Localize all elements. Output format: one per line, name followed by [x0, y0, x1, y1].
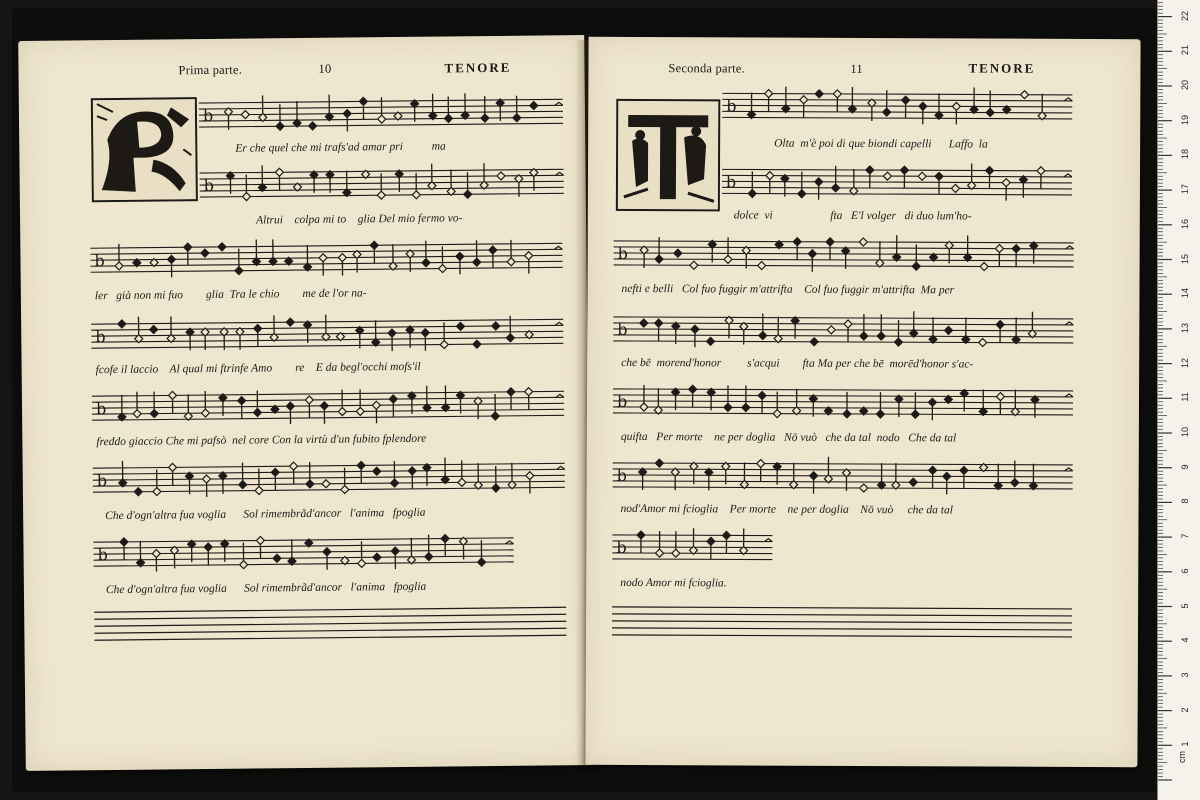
- ruler-number: 14: [1180, 288, 1190, 299]
- right-part-heading: Seconda parte.: [668, 61, 745, 76]
- music-note: [1012, 245, 1020, 267]
- ruler-number: 19: [1180, 114, 1190, 125]
- music-note: [985, 167, 993, 189]
- music-note: [810, 338, 818, 346]
- music-note: [204, 543, 212, 565]
- ruler-number: 20: [1180, 80, 1190, 91]
- music-note: [815, 90, 823, 98]
- music-note: [637, 531, 645, 553]
- music-note: [370, 241, 378, 263]
- right-page: [585, 37, 1140, 767]
- music-note: [883, 172, 891, 180]
- music-note: [497, 172, 505, 180]
- svg-text:b: b: [202, 105, 214, 126]
- music-note: [389, 395, 397, 417]
- lyric-line-7: Che d'ogn'altra fua voglia Sol rimembrãd'ancor l'anima fpoglia: [105, 580, 427, 597]
- music-note: [118, 320, 126, 328]
- music-note: [935, 172, 943, 194]
- ruler-number: 11: [1180, 392, 1190, 402]
- staff-row-r2: [722, 161, 1072, 207]
- music-note: [722, 531, 730, 553]
- music-note: [866, 166, 874, 188]
- music-note: [919, 102, 927, 124]
- music-note: [169, 463, 177, 485]
- music-note: [489, 246, 497, 268]
- music-note: [757, 460, 765, 482]
- ruler-number: 2: [1180, 707, 1190, 713]
- music-note: [766, 172, 774, 194]
- music-note: [373, 553, 381, 561]
- lyric-line-2: Altrui colpa mi to glia Del mio fermo vo-: [256, 212, 463, 227]
- svg-text:b: b: [725, 172, 737, 192]
- staff-row-r3: [614, 233, 1074, 279]
- music-note: [707, 537, 715, 559]
- woodcut-initial-icon: [93, 99, 196, 200]
- music-note: [525, 388, 533, 410]
- music-note: [168, 391, 176, 413]
- music-note: [815, 178, 823, 200]
- ruler-ticks: [1158, 0, 1200, 800]
- staff-row-2: [200, 161, 564, 209]
- music-note: [655, 319, 663, 341]
- music-note: [945, 326, 953, 334]
- music-note: [338, 254, 346, 276]
- music-note: [322, 480, 330, 488]
- right-voice-label: TENORE: [968, 60, 1036, 76]
- lyric-line-6: Che d'ogn'altra fua voglia Sol rimembrãd'ancor l'anima fpoglia: [105, 506, 426, 523]
- lyric-line-5: freddo giaccio Che mi pafsò nel core Con la virtù d'un fubito fplendore: [96, 432, 427, 449]
- music-note: [765, 90, 773, 112]
- staff-row-7: [93, 530, 513, 578]
- music-note: [290, 462, 298, 484]
- music-note: [827, 326, 835, 334]
- music-note: [167, 255, 175, 277]
- music-note: [254, 324, 262, 346]
- music-note: [859, 238, 867, 246]
- ruler-number: 5: [1180, 603, 1190, 609]
- music-note: [758, 262, 766, 270]
- music-note: [844, 320, 852, 342]
- ruler-number: 1: [1180, 741, 1190, 747]
- music-note: [826, 238, 834, 260]
- music-note: [441, 534, 449, 556]
- ruler-number: 10: [1180, 427, 1190, 438]
- ruler-number: 18: [1180, 149, 1190, 160]
- music-note: [655, 459, 663, 467]
- music-note: [507, 388, 515, 410]
- music-note: [286, 402, 294, 424]
- music-note: [150, 326, 158, 334]
- music-note: [492, 322, 500, 330]
- music-note: [690, 261, 698, 269]
- lyric-line-4: fcofe il laccio Al qual mi ftrinfe Amo re E da begl'occhi mofs'il: [95, 360, 421, 377]
- ruler-number: 15: [1180, 253, 1190, 264]
- staff-row-r7: [612, 527, 772, 572]
- ruler-number: 8: [1180, 498, 1190, 504]
- lyric-line-r6: nod'Amor mi fciogliа Per morte ne per doglia Nō vuò che da tal: [620, 502, 953, 517]
- music-note: [134, 488, 142, 496]
- lyric-line-r1: Olta m'è poi di que biondi capelli Laffo la: [774, 137, 988, 151]
- ruler-number: 9: [1180, 464, 1190, 470]
- staff-row-r5: [613, 381, 1073, 427]
- music-note: [928, 398, 936, 420]
- ruler-number: 22: [1180, 10, 1190, 21]
- music-note: [120, 538, 128, 560]
- staff-row-3: [90, 235, 562, 284]
- music-note: [241, 111, 249, 119]
- svg-text:b: b: [616, 537, 627, 557]
- music-note: [319, 254, 327, 276]
- music-note: [201, 249, 209, 257]
- music-note: [456, 252, 464, 274]
- music-note: [960, 466, 968, 488]
- music-note: [184, 243, 192, 265]
- staff-row-r6: [613, 455, 1073, 501]
- music-note: [343, 110, 351, 132]
- ruler-number: 7: [1180, 533, 1190, 539]
- svg-text:b: b: [616, 465, 627, 485]
- music-note: [833, 90, 841, 112]
- left-part-heading: Prima parte.: [178, 62, 243, 78]
- svg-text:b: b: [616, 391, 628, 411]
- svg-text:b: b: [96, 471, 108, 491]
- svg-text:b: b: [726, 96, 737, 116]
- lyric-line-r7: nodo Amor mi fcioglia.: [620, 576, 727, 590]
- staff-row-r4: [613, 309, 1073, 355]
- music-note: [909, 478, 917, 486]
- music-note: [996, 393, 1004, 415]
- music-note: [286, 318, 294, 326]
- music-note: [860, 484, 868, 492]
- music-note: [640, 319, 648, 327]
- empty-staff-right: [612, 605, 1072, 641]
- music-note: [305, 396, 313, 418]
- music-note: [674, 249, 682, 257]
- music-note: [275, 168, 283, 190]
- ruler-number: 17: [1180, 184, 1190, 195]
- music-note: [359, 97, 367, 119]
- music-note: [373, 467, 381, 475]
- music-note: [256, 536, 264, 558]
- staff-row-r1: [722, 85, 1072, 131]
- music-note: [793, 238, 801, 260]
- svg-text:b: b: [97, 545, 108, 565]
- music-note: [357, 461, 365, 483]
- svg-text:b: b: [617, 319, 628, 339]
- decorated-initial-p: [91, 97, 198, 202]
- music-note: [372, 401, 380, 423]
- music-note: [526, 472, 534, 494]
- music-note: [996, 321, 1004, 343]
- music-note: [152, 550, 160, 572]
- music-note: [707, 337, 715, 345]
- music-note: [218, 243, 226, 251]
- left-voice-label: TENORE: [444, 59, 512, 76]
- music-note: [951, 184, 959, 192]
- ruler-number: 4: [1180, 637, 1190, 643]
- music-note: [900, 166, 908, 188]
- staff-row-1: [199, 91, 563, 139]
- music-note: [388, 329, 396, 351]
- music-note: [943, 472, 951, 494]
- svg-text:b: b: [94, 251, 105, 271]
- music-note: [691, 325, 699, 347]
- left-page-number: 10: [318, 61, 332, 76]
- lyric-line-r2: dolce vi fta E'l volger di duo lum'ho-: [733, 209, 972, 223]
- music-note: [271, 468, 279, 490]
- music-note: [320, 402, 328, 424]
- measurement-ruler: [1157, 0, 1200, 800]
- music-note: [525, 252, 533, 274]
- empty-staff-left: [94, 605, 566, 644]
- music-note: [203, 475, 211, 497]
- svg-text:b: b: [95, 399, 107, 419]
- music-note: [309, 122, 317, 130]
- music-note: [530, 102, 538, 110]
- music-note: [238, 397, 246, 419]
- ruler-number: 6: [1180, 568, 1190, 574]
- svg-text:b: b: [95, 327, 106, 347]
- ruler-number: 13: [1180, 322, 1190, 333]
- ruler-number: 16: [1180, 218, 1190, 229]
- music-note: [758, 392, 766, 414]
- music-note: [952, 102, 960, 124]
- music-note: [689, 385, 697, 407]
- music-note: [918, 172, 926, 180]
- music-note: [808, 250, 816, 272]
- lyric-line-r4: che bē morend'honor s'acqui fta Ma per che bē morēd'honor s'ac-: [621, 356, 974, 371]
- decorated-initial-t: [616, 99, 720, 211]
- svg-text:b: b: [617, 243, 628, 263]
- music-note: [473, 340, 481, 348]
- ruler-unit: cm: [1177, 751, 1187, 763]
- svg-text:b: b: [203, 175, 215, 196]
- music-note: [1002, 179, 1010, 201]
- music-note: [421, 329, 429, 351]
- music-note: [979, 339, 987, 347]
- left-page: [18, 35, 592, 771]
- music-note: [273, 554, 281, 562]
- woodcut-initial-icon: [618, 101, 718, 209]
- music-note: [995, 245, 1003, 267]
- staff-row-5: [92, 383, 564, 432]
- ruler-number: 3: [1180, 672, 1190, 678]
- music-note: [456, 322, 464, 330]
- music-note: [810, 472, 818, 494]
- lyric-line-1: Er che quel che mi trafs'ad amar pri ma: [235, 140, 446, 155]
- ruler-number: 21: [1180, 45, 1190, 56]
- music-note: [902, 96, 910, 118]
- music-note: [1037, 167, 1045, 189]
- lyric-line-3: ler già non mi fuo glia Tra le chio me de l'or na-: [94, 287, 367, 303]
- music-note: [323, 548, 331, 570]
- music-note: [929, 466, 937, 488]
- lyric-line-r3: nefti e belli Col fuo fuggir m'attrifta Col fuo fuggir m'attrifta Ma per: [621, 282, 955, 297]
- music-note: [980, 263, 988, 271]
- lyric-line-r5: quifta Per morte ne per doglia Nō vuò che da tal nodo Che da tal: [620, 430, 957, 445]
- music-note: [391, 547, 399, 569]
- ruler-number: 12: [1180, 357, 1190, 368]
- music-note: [1021, 91, 1029, 99]
- staff-row-6: [93, 455, 565, 504]
- music-note: [800, 96, 808, 118]
- right-page-number: 11: [850, 61, 863, 76]
- music-note: [408, 467, 416, 489]
- staff-row-4: [91, 311, 563, 360]
